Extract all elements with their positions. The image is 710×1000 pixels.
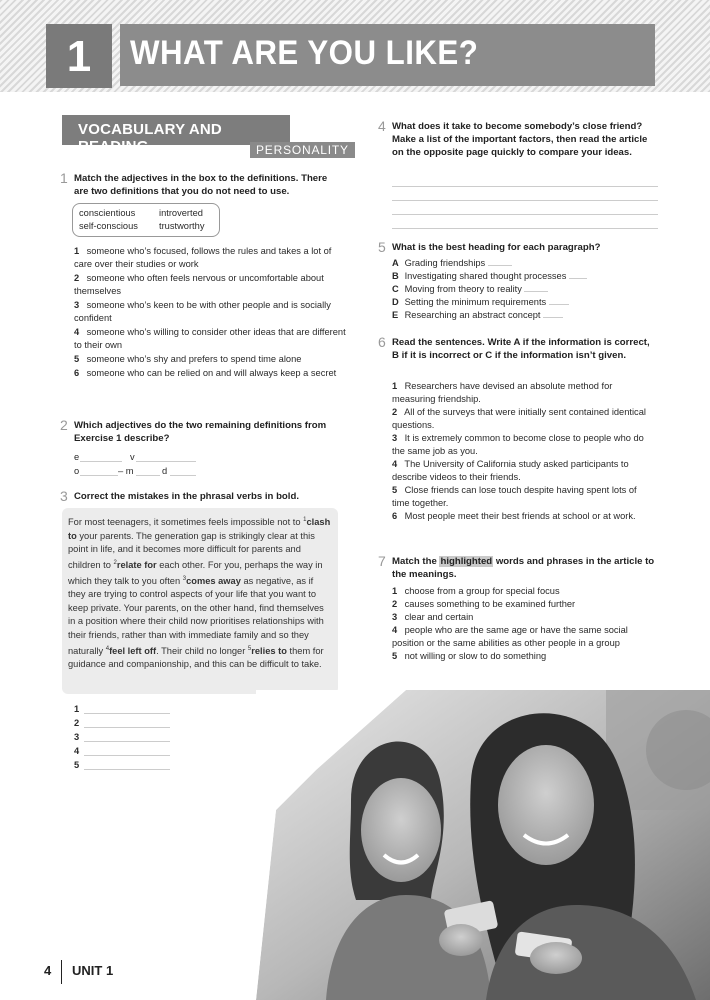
exercise-6-number: 6 — [378, 334, 386, 350]
answer-line[interactable] — [543, 317, 563, 318]
answer-line[interactable] — [84, 727, 170, 728]
gap-v: v — [130, 452, 135, 462]
gap-number: 2 — [113, 559, 117, 566]
meaning: choose from a group for special focus — [404, 586, 560, 596]
statement: All of the surveys that were initially sent contained identical questions. — [392, 407, 646, 430]
bold-phrase: feel left off — [109, 645, 157, 656]
answer-number: 5 — [74, 760, 80, 770]
heading: Moving from theory to reality — [404, 284, 522, 294]
gap-e: e — [74, 452, 80, 462]
answer-line[interactable] — [392, 200, 658, 201]
answer-line[interactable] — [84, 741, 170, 742]
heading-letter: C — [392, 284, 399, 294]
exercise-4-instruction: What does it take to become somebody’s close friend? Make a list of the important factors, then read the article on the opposite page quickly to compare your ideas. — [392, 121, 648, 158]
definition: someone who can be relied on and will always keep a secret — [86, 368, 337, 378]
section-subtitle: PERSONALITY — [250, 142, 355, 158]
exercise-3-instruction: Correct the mistakes in the phrasal verbs in bold. — [74, 491, 299, 502]
item-number: 4 — [392, 459, 398, 469]
item-number: 5 — [392, 485, 398, 495]
exercise-6-list — [392, 380, 656, 523]
definition: someone who often feels nervous or uncomfortable about themselves — [74, 273, 324, 296]
item-number: 2 — [74, 273, 80, 283]
answer-number: 1 — [74, 704, 80, 714]
box-word: introverted — [159, 208, 203, 218]
text: as negative, as if they are trying to control aspects of your life that you want to keep private. Your parents, on the other hand, find themselves in a position where their child now prioritises relationships with their friends, rather than with immediate family and so they naturally — [68, 575, 324, 656]
item-number: 1 — [74, 246, 80, 256]
bold-phrase: relies to — [251, 645, 287, 656]
text: . Their child no longer — [156, 645, 246, 656]
answer-line[interactable] — [80, 475, 118, 476]
definition: someone who’s focused, follows the rules and takes a lot of care over their studies or work — [74, 246, 332, 269]
exercise-7-number: 7 — [378, 553, 386, 569]
exercise-2-number: 2 — [60, 417, 68, 433]
answer-line[interactable] — [488, 265, 512, 266]
heading-letter: D — [392, 297, 399, 307]
item-number: 1 — [392, 381, 398, 391]
answer-line[interactable] — [84, 713, 170, 714]
statement: Close friends can lose touch despite having spent lots of time together. — [392, 485, 637, 508]
gap-o: o — [74, 466, 80, 476]
heading-letter: E — [392, 310, 399, 320]
item-number: 4 — [392, 625, 398, 635]
statement: It is extremely common to become close to people who do the same job as you. — [392, 433, 644, 456]
definition: someone who’s keen to be with other people and is socially confident — [74, 300, 331, 323]
page-number: 4 — [30, 960, 62, 984]
statement: Researchers have devised an absolute method for measuring friendship. — [392, 381, 613, 404]
box-word: self-conscious — [79, 221, 138, 231]
answer-line[interactable] — [170, 475, 196, 476]
exercise-1-instruction: Match the adjectives in the box to the definitions. There are two definitions that you do not need to use. — [74, 173, 328, 197]
heading-letter: B — [392, 271, 399, 281]
heading: Researching an abstract concept — [404, 310, 541, 320]
page-title: WHAT ARE YOU LIKE? — [130, 34, 479, 72]
gap-d: d — [162, 466, 168, 476]
photo-illustration — [256, 690, 710, 1000]
bold-phrase: relate for — [116, 559, 157, 570]
item-number: 6 — [392, 511, 398, 521]
meaning: not willing or slow to do something — [404, 651, 547, 661]
answer-line[interactable] — [569, 278, 587, 279]
bold-phrase: clash to — [68, 517, 331, 541]
gap-number: 4 — [105, 645, 110, 652]
exercise-5-number: 5 — [378, 239, 386, 255]
exercise-3-text — [62, 508, 338, 694]
exercise-1-list — [74, 245, 349, 380]
exercise-6-instruction: Read the sentences. Write A if the information is correct, B if it is incorrect or C if the information isn’t given. — [392, 337, 650, 361]
exercise-5-list — [392, 257, 660, 322]
gap-m: – m — [118, 466, 134, 476]
answer-line[interactable] — [392, 214, 658, 215]
section-title: VOCABULARY AND READING — [62, 115, 290, 145]
item-number: 2 — [392, 599, 398, 609]
item-number: 3 — [392, 433, 398, 443]
unit-number: 1 — [46, 24, 112, 88]
definition: someone who’s shy and prefers to spend time alone — [86, 354, 302, 364]
box-word: conscientious — [79, 208, 136, 218]
gap-number: 1 — [303, 517, 307, 523]
gap-number: 5 — [247, 645, 252, 652]
heading: Setting the minimum requirements — [404, 297, 547, 307]
answer-number: 4 — [74, 746, 80, 756]
statement: The University of California study asked participants to describe videos to their friends. — [392, 459, 629, 482]
item-number: 5 — [392, 651, 398, 661]
answer-line[interactable] — [524, 291, 548, 292]
answer-number: 2 — [74, 718, 80, 728]
exercise-1-number: 1 — [60, 170, 68, 186]
statement: Most people meet their best friends at school or at work. — [404, 511, 636, 521]
heading: Investigating shared thought processes — [404, 271, 567, 281]
item-number: 4 — [74, 327, 80, 337]
text: words and phrases in the article to the meanings. — [392, 556, 655, 580]
heading: Grading friendships — [404, 258, 486, 268]
item-number: 3 — [74, 300, 80, 310]
item-number: 1 — [392, 586, 398, 596]
answer-line[interactable] — [84, 755, 170, 756]
friends-photo — [256, 690, 710, 1000]
answer-number: 3 — [74, 732, 80, 742]
text: For most teenagers, it sometimes feels impossible not to — [68, 517, 301, 528]
heading-letter: A — [392, 258, 399, 268]
text: Match the — [392, 556, 437, 567]
definition: someone who’s willing to consider other ideas that are different to their own — [74, 327, 346, 350]
exercise-4-number: 4 — [378, 118, 386, 134]
highlighted-word: highlighted — [440, 556, 493, 567]
answer-line[interactable] — [84, 769, 170, 770]
gap-number: 3 — [182, 575, 187, 582]
item-number: 3 — [392, 612, 398, 622]
meaning: causes something to be examined further — [404, 599, 576, 609]
item-number: 6 — [74, 368, 80, 378]
text: them for guidance and companionship, and this can be difficult to take. — [68, 645, 324, 670]
exercise-3-number: 3 — [60, 488, 68, 504]
text: your parents. The generation gap is strikingly clear at this point in life, and it becomes more difficult for parents and children to — [68, 530, 315, 570]
word-box — [72, 203, 220, 237]
text: each other. For you, perhaps the way in which they talk to you often — [68, 559, 323, 586]
item-number: 2 — [392, 407, 398, 417]
item-number: 5 — [74, 354, 80, 364]
answer-line[interactable] — [80, 461, 122, 462]
exercise-2-instruction: Which adjectives do the two remaining definitions from Exercise 1 describe? — [74, 420, 327, 444]
answer-line[interactable] — [549, 304, 569, 305]
meaning: clear and certain — [404, 612, 474, 622]
box-word: trustworthy — [159, 221, 205, 231]
exercise-7-list — [392, 585, 656, 663]
answer-line[interactable] — [392, 228, 658, 229]
answer-line[interactable] — [136, 475, 160, 476]
exercise-7-instruction — [392, 555, 658, 581]
exercise-5-instruction: What is the best heading for each paragraph? — [392, 242, 601, 253]
answer-line[interactable] — [136, 461, 196, 462]
bold-phrase: comes away — [186, 575, 241, 586]
meaning: people who are the same age or have the same social position or the same abilities as other people in a group — [392, 625, 628, 648]
footer-unit: UNIT 1 — [72, 963, 114, 978]
answer-line[interactable] — [392, 186, 658, 187]
